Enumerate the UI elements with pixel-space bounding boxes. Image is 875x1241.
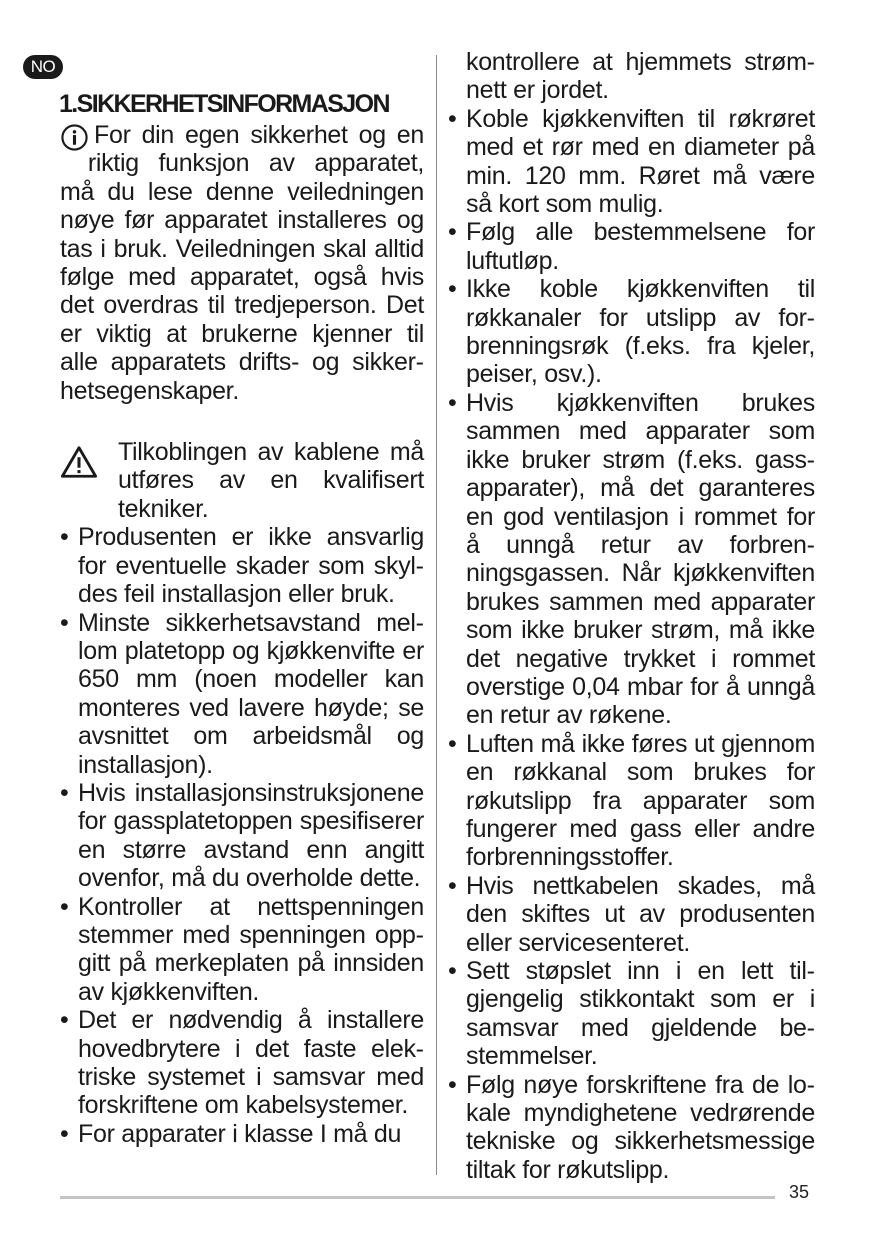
intro-text: For din egen sikkerhet og en riktig funksjon av apparatet, må du lese denne veiledningen nøye før apparatet installeres og tas i bruk. Veiledningen skal alltid følge med apparatet, også hvis det overdras til tredjeperson. Det er viktig at brukerne kjenner til alle apparatets drifts- og sikkerhetsegenskaper. <box>60 121 424 405</box>
list-item: • Hvis kjøkkenviften brukes sammen med apparater som ikke bruker strøm (f.eks. gassapparater), må det garanteres en god ventilasjon i rommet for å unngå retur av forbrenningsgassen. Når kjøkkenviften brukes sammen med apparater som ikke bruker strøm, må ikke det negative trykket i rommet overstige 0,04 mbar for å unngå en retur av røkene. <box>448 389 815 730</box>
list-item: • Følg alle bestemmelsene for luftutløp. <box>448 218 815 275</box>
warning-text: Tilkoblingen av kablene må utføres av en kvalifisert tekniker. <box>118 438 424 523</box>
info-icon <box>60 123 89 152</box>
language-badge: NO <box>23 55 63 79</box>
list-item: • Følg nøye forskriftene fra de lokale myndighetene vedrørende tekniske og sikkerhetsmessige tiltak for røkutslipp. <box>448 1071 815 1185</box>
list-item: • Koble kjøkkenviften til røkrøret med et rør med en diameter på min. 120 mm. Røret må være så kort som mulig. <box>448 105 815 219</box>
list-item: • Minste sikkerhetsavstand mellom platetopp og kjøkkenvifte er 650 mm (noen modeller kan monteres ved lavere høyde; se avsnittet om arbeidsmål og installasjon). <box>60 609 424 779</box>
right-bullet-list <box>448 105 815 1184</box>
intro-block <box>60 121 424 405</box>
left-column <box>60 90 424 1148</box>
page-number: 35 <box>789 1182 810 1202</box>
list-item: • Hvis installasjonsinstruksjonene for gassplatetoppen spesifiserer en større avstand enn angitt ovenfor, må du overholde dette. <box>60 779 424 893</box>
list-item: • Sett støpslet inn i en lett tilgjengelig stikkontakt som er i samsvar med gjeldende bestemmelser. <box>448 957 815 1071</box>
footer-rule <box>60 1196 775 1199</box>
list-item: • Kontroller at nettspenningen stemmer med spenningen oppgitt på merkeplaten på innsiden av kjøkkenviften. <box>60 893 424 1007</box>
continuation-text: kontrollere at hjemmets strømnett er jordet. <box>466 48 815 105</box>
warning-block <box>60 438 424 523</box>
list-item: • Produsenten er ikke ansvarlig for eventuelle skader som skyl des feil installasjon eller bruk. <box>60 523 424 608</box>
list-item: • Det er nødvendig å installere hovedbrytere i det faste elektriske systemet i samsvar med forskriftene om kabelsystemer. <box>60 1006 424 1120</box>
section-heading: 1.SIKKERHETSINFORMASJON <box>59 90 389 118</box>
list-item: • Ikke koble kjøkkenviften til røkkanaler for utslipp av forbrenningsrøk (f.eks. fra kjeler, peiser, osv.). <box>448 275 815 389</box>
warning-icon <box>60 444 98 480</box>
list-item: • Hvis nettkabelen skades, må den skiftes ut av produsenten eller servicesenteret. <box>448 872 815 957</box>
list-item: • For apparater i klasse I må du <box>60 1120 424 1148</box>
list-item: • Luften må ikke føres ut gjennom en røkkanal som brukes for røkutslipp fra apparater som fungerer med gass eller andre forbrenningsstoffer. <box>448 730 815 872</box>
right-column <box>448 48 815 1184</box>
column-divider <box>436 55 437 1175</box>
left-bullet-list <box>60 523 424 1148</box>
